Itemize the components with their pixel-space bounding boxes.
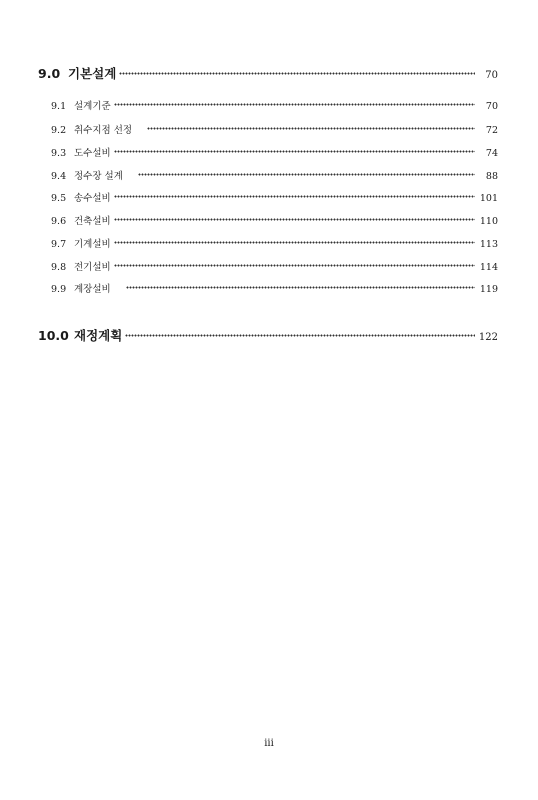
dot-leader <box>125 332 475 338</box>
page-number: 113 <box>479 239 498 250</box>
entry-number: 9.5 <box>51 193 67 204</box>
toc-section-10 <box>38 326 498 344</box>
dot-leader <box>114 193 475 199</box>
section-title: 재정계획 <box>74 328 123 343</box>
entry-number: 9.3 <box>51 148 67 159</box>
section-title: 기본설계 <box>68 66 117 81</box>
toc-section-9 <box>38 64 498 82</box>
toc-entry-9-4 <box>51 168 498 182</box>
toc-entry-9-5 <box>51 190 498 204</box>
entry-number: 9.6 <box>51 216 67 227</box>
toc-entry-9-9 <box>51 281 498 295</box>
dot-leader <box>114 216 475 222</box>
entry-number: 9.1 <box>51 101 67 112</box>
dot-leader <box>114 262 475 268</box>
dot-leader <box>138 171 475 177</box>
toc-entry-9-1 <box>51 98 498 112</box>
toc-entry-9-2 <box>51 122 498 136</box>
entry-number: 9.4 <box>51 171 67 182</box>
dot-leader <box>114 148 475 154</box>
section-number: 9.0 <box>38 66 61 81</box>
entry-number: 9.2 <box>51 125 67 136</box>
entry-title: 도수설비 <box>74 148 111 159</box>
dot-leader <box>119 70 475 76</box>
page-number: 119 <box>479 284 498 295</box>
entry-title: 계장설비 <box>74 284 111 295</box>
dot-leader <box>114 101 475 107</box>
entry-title: 취수지점 선정 <box>74 125 133 136</box>
toc-entry-9-3 <box>51 145 498 159</box>
footer-page-number: iii <box>264 738 274 749</box>
dot-leader <box>114 239 475 245</box>
dot-leader <box>126 284 475 290</box>
entry-title: 송수설비 <box>74 193 111 204</box>
page-number: 74 <box>485 148 498 159</box>
page-number: 70 <box>485 101 498 112</box>
toc-entry-9-8 <box>51 259 498 273</box>
page-number: 110 <box>479 216 498 227</box>
dot-leader <box>147 125 475 131</box>
entry-title: 정수장 설계 <box>74 171 123 182</box>
page-number: 70 <box>485 70 498 81</box>
page-number: 122 <box>478 332 498 343</box>
entry-number: 9.7 <box>51 239 67 250</box>
entry-title: 전기설비 <box>74 262 111 273</box>
toc-entry-9-6 <box>51 213 498 227</box>
section-number: 10.0 <box>38 328 69 343</box>
entry-number: 9.8 <box>51 262 67 273</box>
entry-title: 설계기준 <box>74 101 111 112</box>
entry-title: 기계설비 <box>74 239 111 250</box>
page-number: 88 <box>485 171 498 182</box>
page-number: 101 <box>479 193 498 204</box>
entry-number: 9.9 <box>51 284 67 295</box>
entry-title: 건축설비 <box>74 216 111 227</box>
page-number: 114 <box>479 262 498 273</box>
toc-entry-9-7 <box>51 236 498 250</box>
page-number: 72 <box>485 125 498 136</box>
